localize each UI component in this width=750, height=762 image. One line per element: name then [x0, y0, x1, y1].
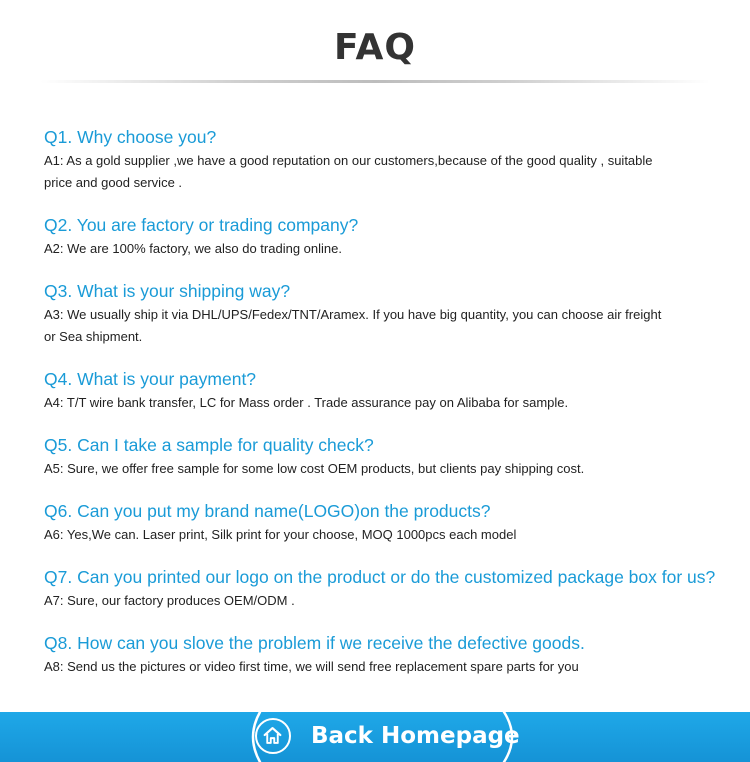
- faq-item-2: [44, 214, 714, 260]
- faq-item-1: [44, 126, 714, 194]
- faq-answer-5: A5: Sure, we offer free sample for some low cost OEM products, but clients pay shipping cost.: [44, 461, 585, 476]
- faq-item-4: [44, 368, 714, 414]
- faq-question-3: Q3. What is your shipping way?: [44, 281, 291, 301]
- faq-question-7: Q7. Can you printed our logo on the product or do the customized package box for us?: [44, 567, 716, 587]
- faq-item-3: [44, 280, 714, 348]
- back-homepage-button[interactable]: [238, 712, 520, 762]
- home-icon[interactable]: [255, 718, 291, 754]
- faq-question-4: Q4. What is your payment?: [44, 369, 257, 389]
- faq-item-5: [44, 434, 714, 480]
- page-title: FAQ: [334, 27, 416, 68]
- faq-answer-6: A6: Yes,We can. Laser print, Silk print for your choose, MOQ 1000pcs each model: [44, 527, 517, 542]
- faq-question-2: Q2. You are factory or trading company?: [44, 215, 359, 235]
- faq-answer-1: A1: As a gold supplier ,we have a good reputation on our customers,because of the good quality , suitable price and good service .: [44, 153, 653, 190]
- faq-answer-4: A4: T/T wire bank transfer, LC for Mass order . Trade assurance pay on Alibaba for sample.: [44, 395, 569, 410]
- faq-item-7: [44, 566, 714, 612]
- faq-answer-3: A3: We usually ship it via DHL/UPS/Fedex/TNT/Aramex. If you have big quantity, you can choose air freight or Sea shipment.: [44, 307, 662, 344]
- house-glyph: [262, 725, 283, 746]
- title-divider: [40, 80, 710, 83]
- faq-answer-8: A8: Send us the pictures or video first time, we will send free replacement spare parts for you: [44, 659, 579, 674]
- faq-question-8: Q8. How can you slove the problem if we receive the defective goods.: [44, 633, 585, 653]
- faq-question-5: Q5. Can I take a sample for quality check?: [44, 435, 374, 455]
- faq-item-8: [44, 632, 714, 678]
- faq-answer-2: A2: We are 100% factory, we also do trading online.: [44, 241, 342, 256]
- faq-question-1: Q1. Why choose you?: [44, 127, 217, 147]
- faq-answer-7: A7: Sure, our factory produces OEM/ODM .: [44, 593, 295, 608]
- back-homepage-label: Back Homepage: [311, 723, 520, 749]
- faq-question-6: Q6. Can you put my brand name(LOGO)on the products?: [44, 501, 491, 521]
- faq-item-6: [44, 500, 714, 546]
